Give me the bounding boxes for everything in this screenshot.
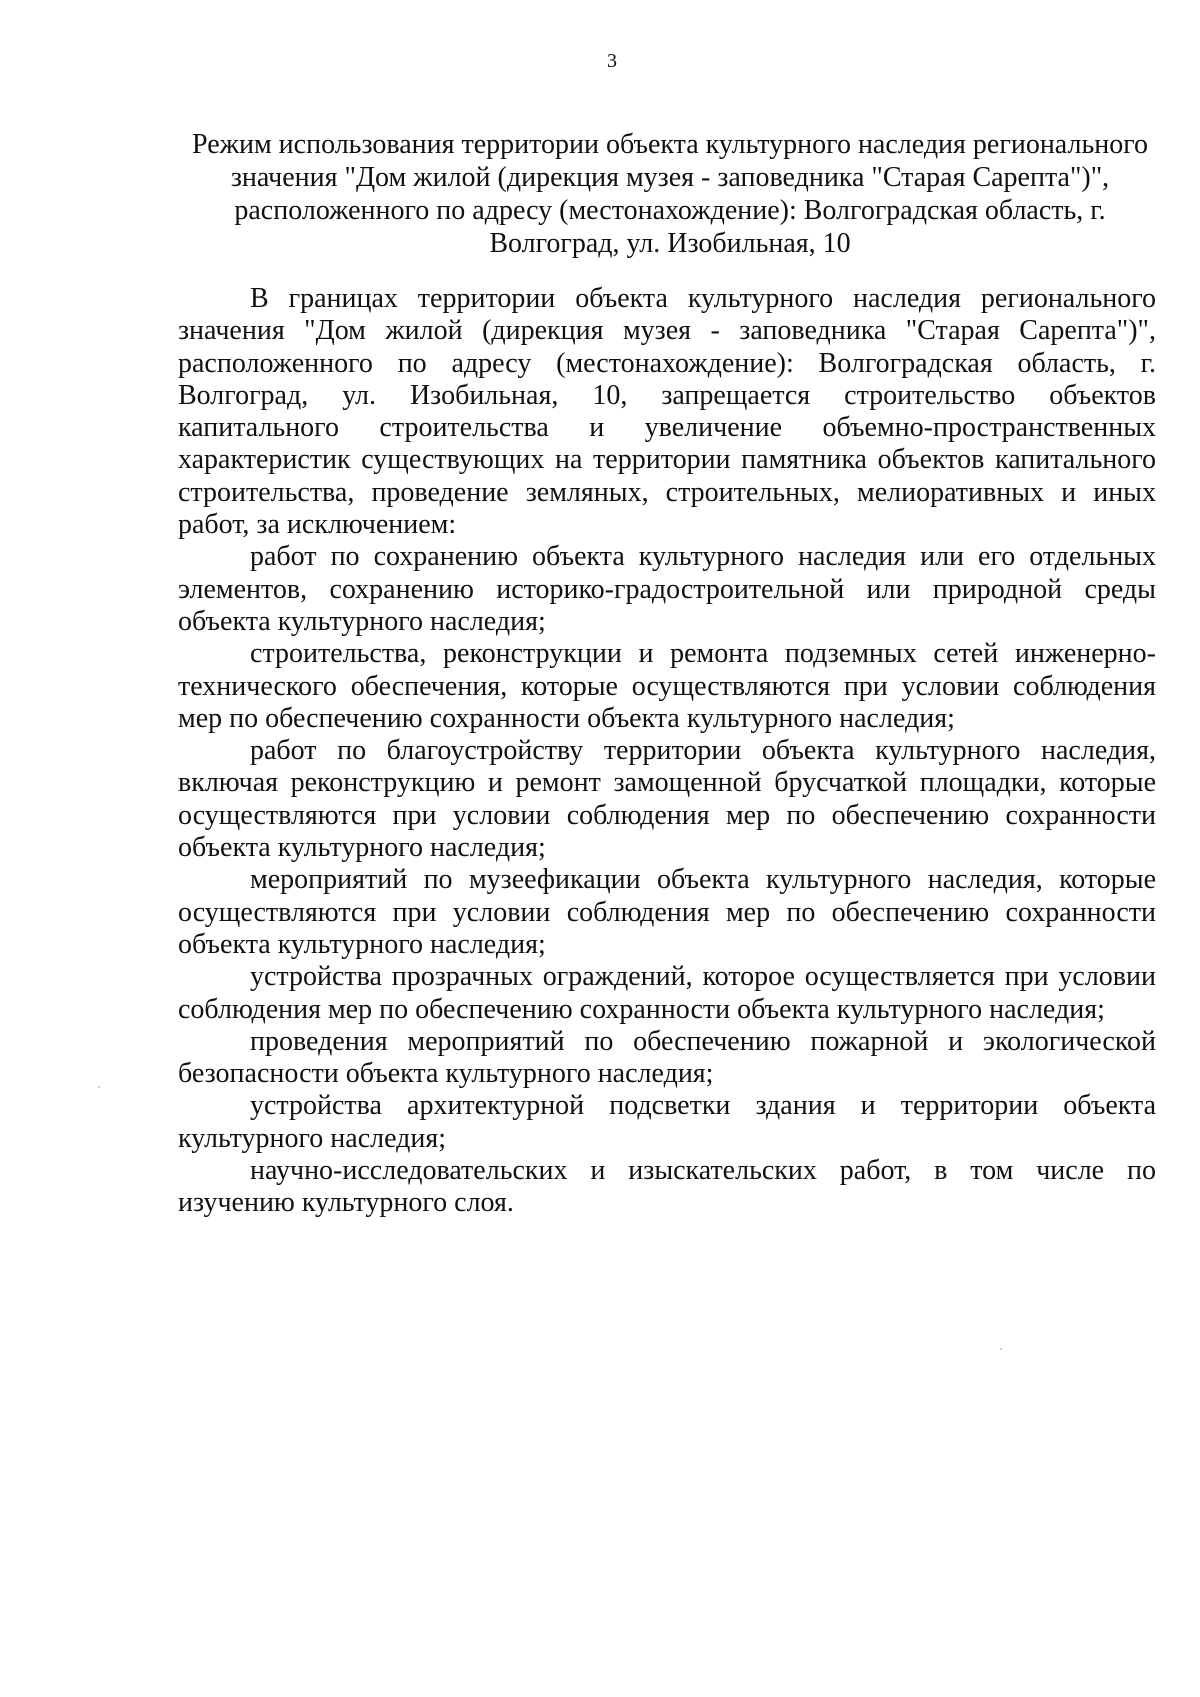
paragraph-intro: В границах территории объекта культурного наследия регионального значения "Дом жилой (дирекция музея - заповедника "Старая Сарепта")", расположенного по адресу (местонахождение): Волгоградская область, г. Волгоград, ул. Изобильная, 10, запрещается строительство объектов капитального строительства и увеличение объемно-пространственных характеристик существующих на территории памятника объектов капитального строительства, проведение земляных, строительных, мелиоративных и иных работ, за исключением: [178, 283, 1156, 541]
scan-speck [1000, 1348, 1002, 1350]
scan-speck [98, 1086, 100, 1088]
document-title: Режим использования территории объекта культурного наследия регионального значения "Дом жилой (дирекция музея - заповедника "Старая Сарепта")", расположенного по адресу (местонахождение): Волгоградская область, г. Волгоград, ул. Изобильная, 10 [192, 129, 1148, 259]
paragraph-exception-museumification: мероприятий по музеефикации объекта культурного наследия, которые осуществляются при условии соблюдения мер по обеспечению сохранности объекта культурного наследия; [178, 864, 1156, 960]
paragraph-exception-preservation: работ по сохранению объекта культурного наследия или его отдельных элементов, сохранению историко-градостроительной или природной среды объекта культурного наследия; [178, 541, 1156, 637]
paragraph-exception-research: научно-исследовательских и изыскательских работ, в том числе по изучению культурного слоя. [178, 1155, 1156, 1219]
paragraph-exception-utility-networks: строительства, реконструкции и ремонта подземных сетей инженерно-технического обеспечения, которые осуществляются при условии соблюдения мер по обеспечению сохранности объекта культурного наследия; [178, 638, 1156, 734]
page-number: 3 [607, 50, 617, 72]
document-body [178, 283, 1156, 1220]
paragraph-exception-lighting: устройства архитектурной подсветки здания и территории объекта культурного наследия; [178, 1090, 1156, 1154]
paragraph-exception-fences: устройства прозрачных ограждений, которое осуществляется при условии соблюдения мер по обеспечению сохранности объекта культурного наследия; [178, 961, 1156, 1025]
paragraph-exception-landscaping: работ по благоустройству территории объекта культурного наследия, включая реконструкцию и ремонт замощенной брусчаткой площадки, которые осуществляются при условии соблюдения мер по обеспечению сохранности объекта культурного наследия; [178, 735, 1156, 864]
paragraph-exception-fire-safety: проведения мероприятий по обеспечению пожарной и экологической безопасности объекта культурного наследия; [178, 1025, 1156, 1090]
